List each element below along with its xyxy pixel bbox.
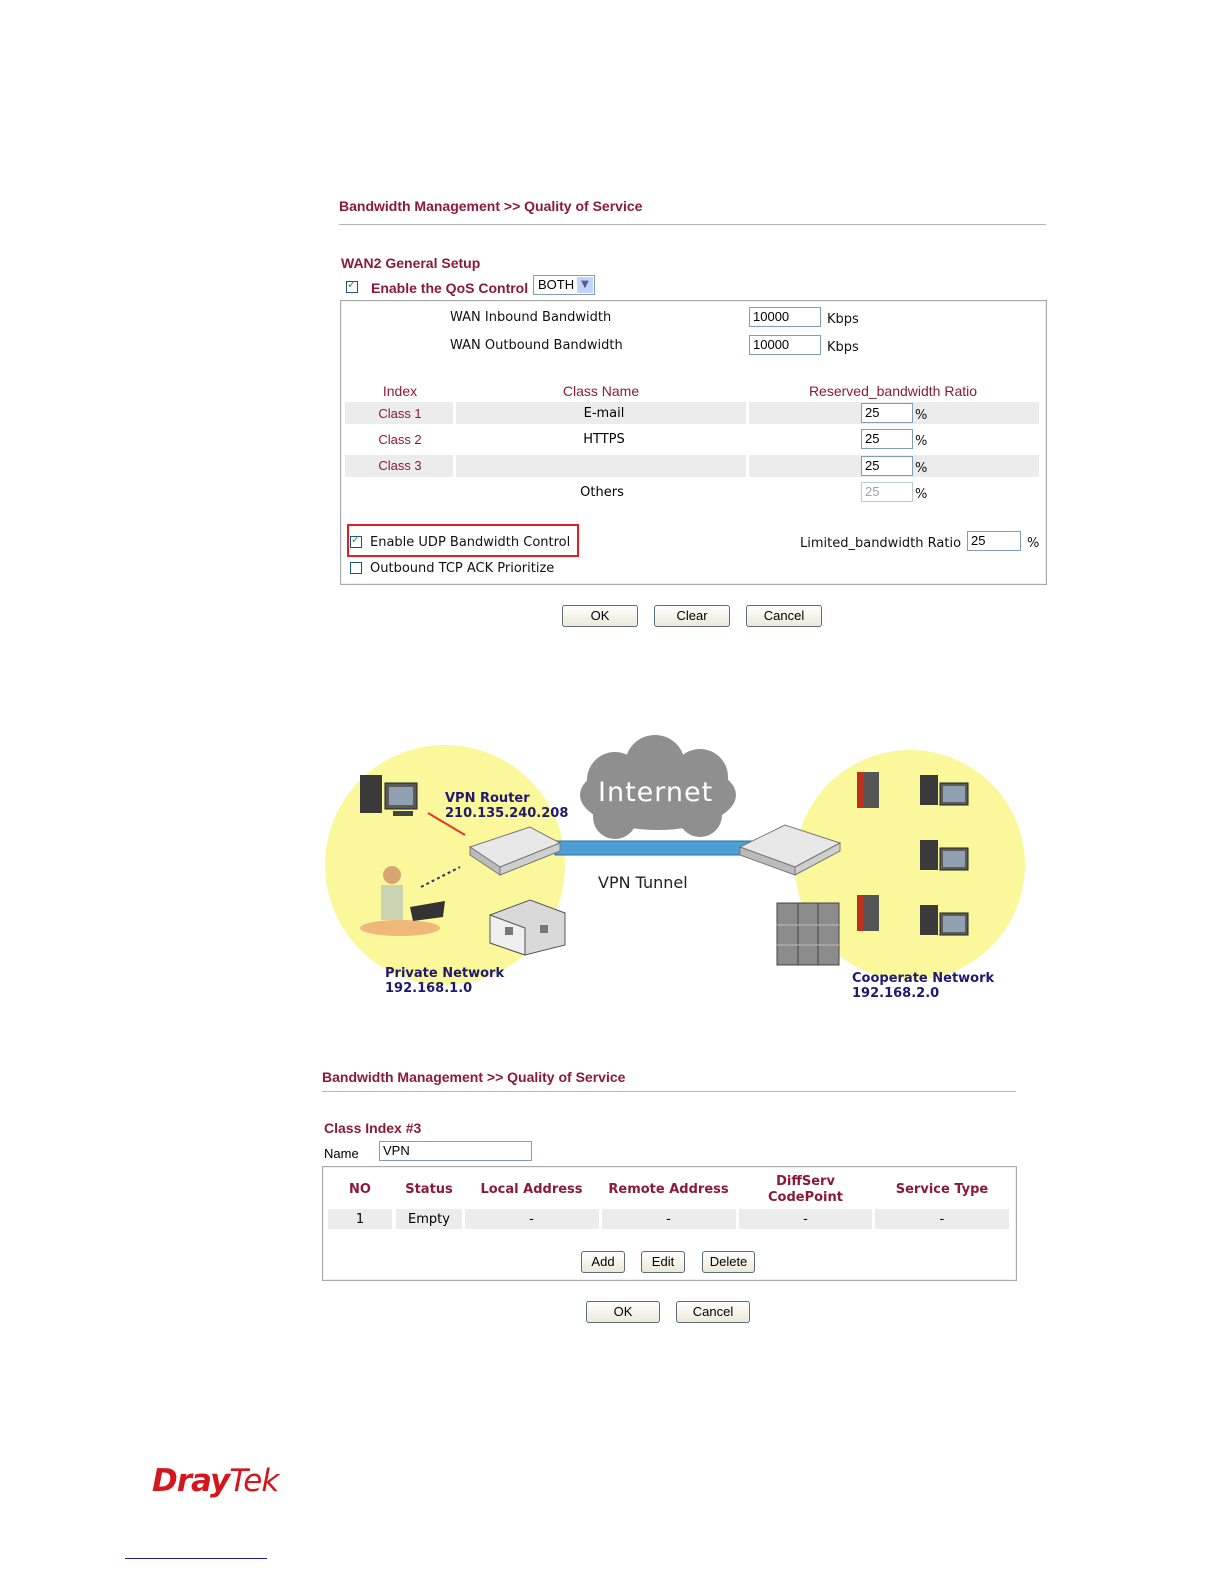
logo-text-tek: Tek <box>229 1463 279 1499</box>
limited-ratio-input[interactable]: 25 <box>967 531 1021 551</box>
add-button[interactable]: Add <box>581 1251 625 1273</box>
vpn-tunnel-label: VPN Tunnel <box>598 873 688 892</box>
header-index: Index <box>382 383 418 399</box>
delete-button[interactable]: Delete <box>702 1251 755 1273</box>
class-name: E-mail <box>583 406 625 421</box>
cell-status: Empty <box>408 1212 450 1227</box>
outbound-input[interactable]: 10000 <box>749 335 821 355</box>
kbps-unit: Kbps <box>827 340 859 355</box>
header-remote-address: Remote Address <box>608 1182 729 1197</box>
class-name: HTTPS <box>583 432 625 447</box>
row-stripe <box>456 455 746 477</box>
server-icon <box>857 772 879 808</box>
udp-label: Enable UDP Bandwidth Control <box>370 535 571 550</box>
footer-line <box>125 1558 267 1559</box>
cell-remote-address: - <box>666 1212 671 1227</box>
qos-direction-value: BOTH <box>538 277 575 292</box>
vpn-tunnel-pipe <box>555 841 755 855</box>
cancel-button[interactable]: Cancel <box>676 1301 750 1323</box>
cooperate-network-name: Cooperate Network <box>852 971 995 986</box>
ratio-input-others: 25 <box>861 482 913 502</box>
logo-text-dray: Dray <box>152 1463 230 1499</box>
header-ratio: Reserved_bandwidth Ratio <box>808 383 978 399</box>
clear-button[interactable]: Clear <box>654 605 730 627</box>
server-rack-icon <box>777 903 839 965</box>
class-index-link[interactable]: Class 3 <box>378 458 422 473</box>
inbound-label: WAN Inbound Bandwidth <box>450 310 612 325</box>
cell-no: 1 <box>355 1212 365 1227</box>
cell-local-address: - <box>529 1212 534 1227</box>
tcp-ack-label: Outbound TCP ACK Prioritize <box>370 561 555 576</box>
chevron-down-icon[interactable]: ▼ <box>577 277 593 293</box>
class-name-others: Others <box>580 485 624 500</box>
header-status: Status <box>405 1182 453 1197</box>
percent-sign: % <box>1027 536 1040 551</box>
header-class-name: Class Name <box>562 383 640 399</box>
ratio-input[interactable]: 25 <box>861 403 913 423</box>
cell-service-type: - <box>939 1212 945 1227</box>
header-local-address: Local Address <box>480 1182 583 1197</box>
inbound-input[interactable]: 10000 <box>749 307 821 327</box>
header-service-type: Service Type <box>895 1182 989 1197</box>
class-index-link[interactable]: Class 2 <box>378 432 422 447</box>
percent-sign: % <box>915 408 928 423</box>
private-network-name: Private Network <box>385 966 505 981</box>
header-diffserv-line2: CodePoint <box>768 1190 843 1205</box>
edit-button[interactable]: Edit <box>641 1251 685 1273</box>
divider <box>322 1091 1016 1092</box>
server-icon <box>857 895 879 931</box>
tcp-ack-checkbox[interactable] <box>350 562 362 574</box>
cancel-button[interactable]: Cancel <box>746 605 822 627</box>
enable-qos-checkbox[interactable] <box>346 281 358 293</box>
ratio-input[interactable]: 25 <box>861 456 913 476</box>
header-diffserv-line1: DiffServ <box>776 1174 835 1189</box>
cooperate-network-label <box>852 971 994 1001</box>
enable-qos-label: Enable the QoS Control <box>371 280 529 296</box>
breadcrumb: Bandwidth Management >> Quality of Service <box>339 198 643 214</box>
percent-sign: % <box>915 487 928 502</box>
qos-direction-select[interactable] <box>533 275 595 295</box>
kbps-unit: Kbps <box>827 312 859 327</box>
limited-ratio-label: Limited_bandwidth Ratio <box>800 536 962 551</box>
network-diagram-graphic <box>315 735 1030 1005</box>
header-diffserv <box>739 1174 872 1206</box>
name-label: Name <box>324 1146 359 1161</box>
ok-button[interactable]: OK <box>586 1301 660 1323</box>
private-network-label <box>385 966 504 996</box>
cell-diffserv: - <box>803 1212 808 1227</box>
private-network-ip: 192.168.1.0 <box>385 981 473 996</box>
ratio-input[interactable]: 25 <box>861 429 913 449</box>
internet-label: Internet <box>598 777 714 808</box>
percent-sign: % <box>915 434 928 449</box>
vpn-router-ip: 210.135.240.208 <box>445 806 569 821</box>
ok-button[interactable]: OK <box>562 605 638 627</box>
cooperate-network-ip: 192.168.2.0 <box>852 986 940 1001</box>
name-input[interactable]: VPN <box>379 1141 532 1161</box>
section-title: WAN2 General Setup <box>341 255 481 271</box>
header-no: NO <box>349 1182 371 1197</box>
breadcrumb: Bandwidth Management >> Quality of Service <box>322 1069 626 1085</box>
udp-checkbox[interactable] <box>350 536 362 548</box>
class-index-title: Class Index #3 <box>324 1120 422 1136</box>
draytek-logo <box>152 1463 278 1499</box>
class-index-link[interactable]: Class 1 <box>378 406 422 421</box>
divider <box>339 224 1046 225</box>
outbound-label: WAN Outbound Bandwidth <box>450 338 623 353</box>
percent-sign: % <box>915 461 928 476</box>
vpn-router-label <box>445 791 568 821</box>
vpn-router-name: VPN Router <box>445 791 530 806</box>
